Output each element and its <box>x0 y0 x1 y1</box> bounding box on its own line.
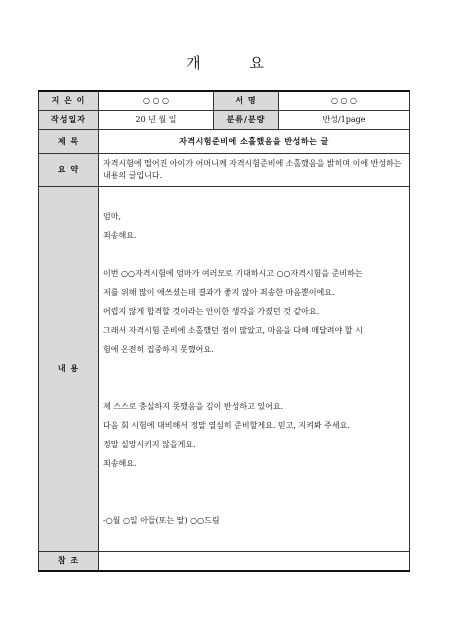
signature-value: ○ ○ ○ <box>279 91 410 110</box>
content-line: 다음 회 시험에 대비해서 정말 열심히 준비할게요. 믿고, 지켜봐 주세요. <box>103 421 350 430</box>
content-line: 이번 ○○자격시험에 엄마가 여러모로 기대하시고 ○○자격시험을 준비하는 <box>103 269 363 278</box>
content-line: 그래서 자격시험 준비에 소홀했던 점이 많았고, 마음을 다해 매달려야 할 시 <box>103 326 363 335</box>
author-value: ○ ○ ○ <box>99 91 214 110</box>
content-line: 죄송해요. <box>103 231 137 240</box>
content-line: 엄마, <box>103 212 121 221</box>
content-body <box>99 186 410 551</box>
content-lines <box>103 207 405 530</box>
subject-value: 자격시험준비에 소홀했음을 반성하는 글 <box>99 129 410 153</box>
content-line: 제 스스로 충실하지 못했음을 깊이 반성하고 있어요. <box>103 402 284 411</box>
page-title: 개 요 <box>186 54 286 72</box>
content-line: 저를 위해 많이 애쓰셨는데 결과가 좋지 않아 죄송한 마음뿐이에요. <box>103 288 335 297</box>
subject-label: 제 목 <box>39 129 99 153</box>
blank-line <box>103 359 405 378</box>
blank-line <box>103 492 405 511</box>
content-line: 어렵지 않게 합격할 것이라는 안이한 생각을 가졌던 것 같아요. <box>103 307 320 316</box>
content-line: 험에 온전히 집중하지 못했어요. <box>103 345 214 354</box>
content-line: 죄송해요. <box>103 459 137 468</box>
signature-label: 서 명 <box>214 91 279 110</box>
date-label: 작성일자 <box>39 110 99 129</box>
blank-line <box>103 473 405 492</box>
blank-line <box>103 378 405 397</box>
reference-label: 참 조 <box>39 551 99 571</box>
content-line: 정말 실망시키지 않을게요. <box>103 440 196 449</box>
author-label: 지 은 이 <box>39 91 99 110</box>
content-label: 내 용 <box>39 186 99 551</box>
overview-form <box>38 90 410 572</box>
summary-label: 요 약 <box>39 153 99 186</box>
category-value: 반성/1page <box>279 110 410 129</box>
blank-line <box>103 245 405 264</box>
content-line: -○월 ○일 아들(또는 딸) ○○드림 <box>103 516 220 525</box>
category-label: 분류/분량 <box>214 110 279 129</box>
summary-value: 자격시험에 떨어진 아이가 어머니께 자격시험준비에 소홀했음을 밝히며 이에 반성하는 내용의 글입니다. <box>99 153 410 186</box>
date-value: 20 년 월 일 <box>99 110 214 129</box>
reference-value <box>99 551 410 571</box>
